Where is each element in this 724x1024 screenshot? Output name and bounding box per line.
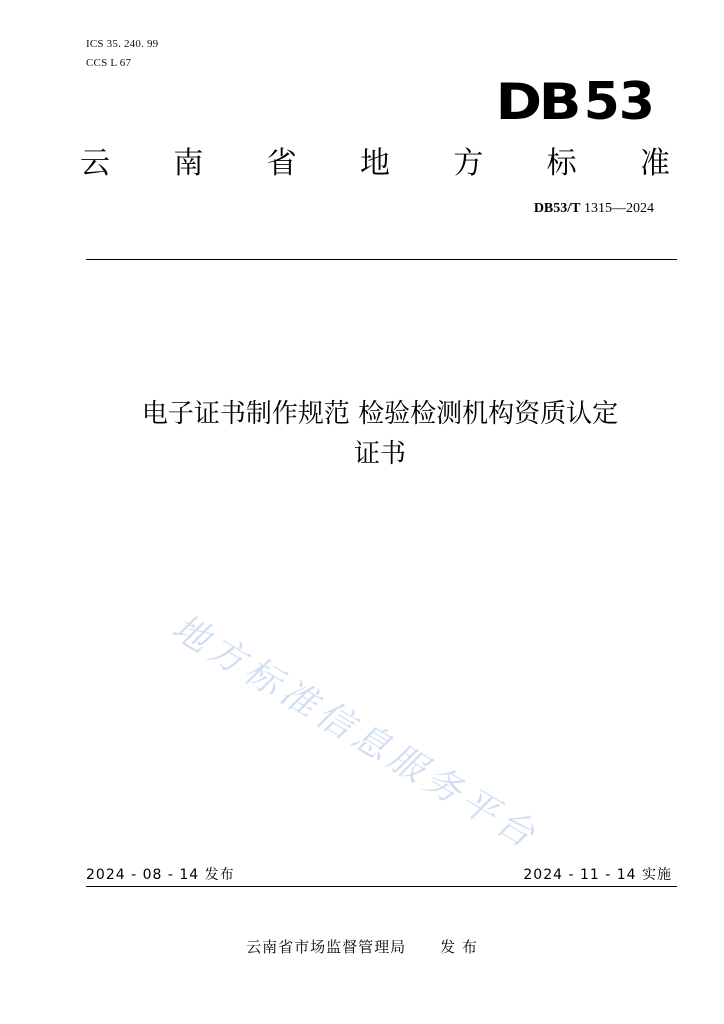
watermark: 地方标准信息服务平台 (164, 606, 546, 859)
bottom-divider (86, 886, 677, 887)
standard-code-prefix: DB53/T (533, 201, 581, 216)
document-title-line2: 证书 (353, 439, 406, 469)
implementation-date: 2024 - 11 - 14 实施 (523, 867, 672, 883)
publish-label: 发 布 (440, 938, 478, 956)
standard-code-number: 1315—2024 (580, 201, 654, 216)
org-char: 地 (359, 146, 390, 181)
org-char: 省 (266, 146, 297, 181)
org-char: 标 (546, 146, 577, 181)
document-title-line1: 电子证书制作规范 检验检测机构资质认定 (141, 399, 619, 429)
db-logo-text: DB (495, 73, 579, 131)
standard-code (534, 201, 654, 217)
top-divider (86, 259, 677, 260)
ccs-code: CCS L 67 (86, 57, 132, 69)
db53-logo (495, 72, 654, 132)
db-logo-number: 53 (583, 72, 654, 132)
org-char: 准 (639, 146, 670, 181)
publisher-line (0, 936, 724, 957)
ics-code: ICS 35. 240. 99 (86, 38, 159, 50)
publisher-name: 云南省市场监督管理局 (246, 938, 407, 956)
org-char: 南 (173, 146, 204, 181)
org-char: 云 (80, 146, 110, 181)
org-char: 方 (453, 146, 484, 181)
standard-category-title (80, 138, 670, 182)
document-title (70, 394, 690, 474)
issue-date: 2024 - 08 - 14 发布 (86, 867, 235, 883)
